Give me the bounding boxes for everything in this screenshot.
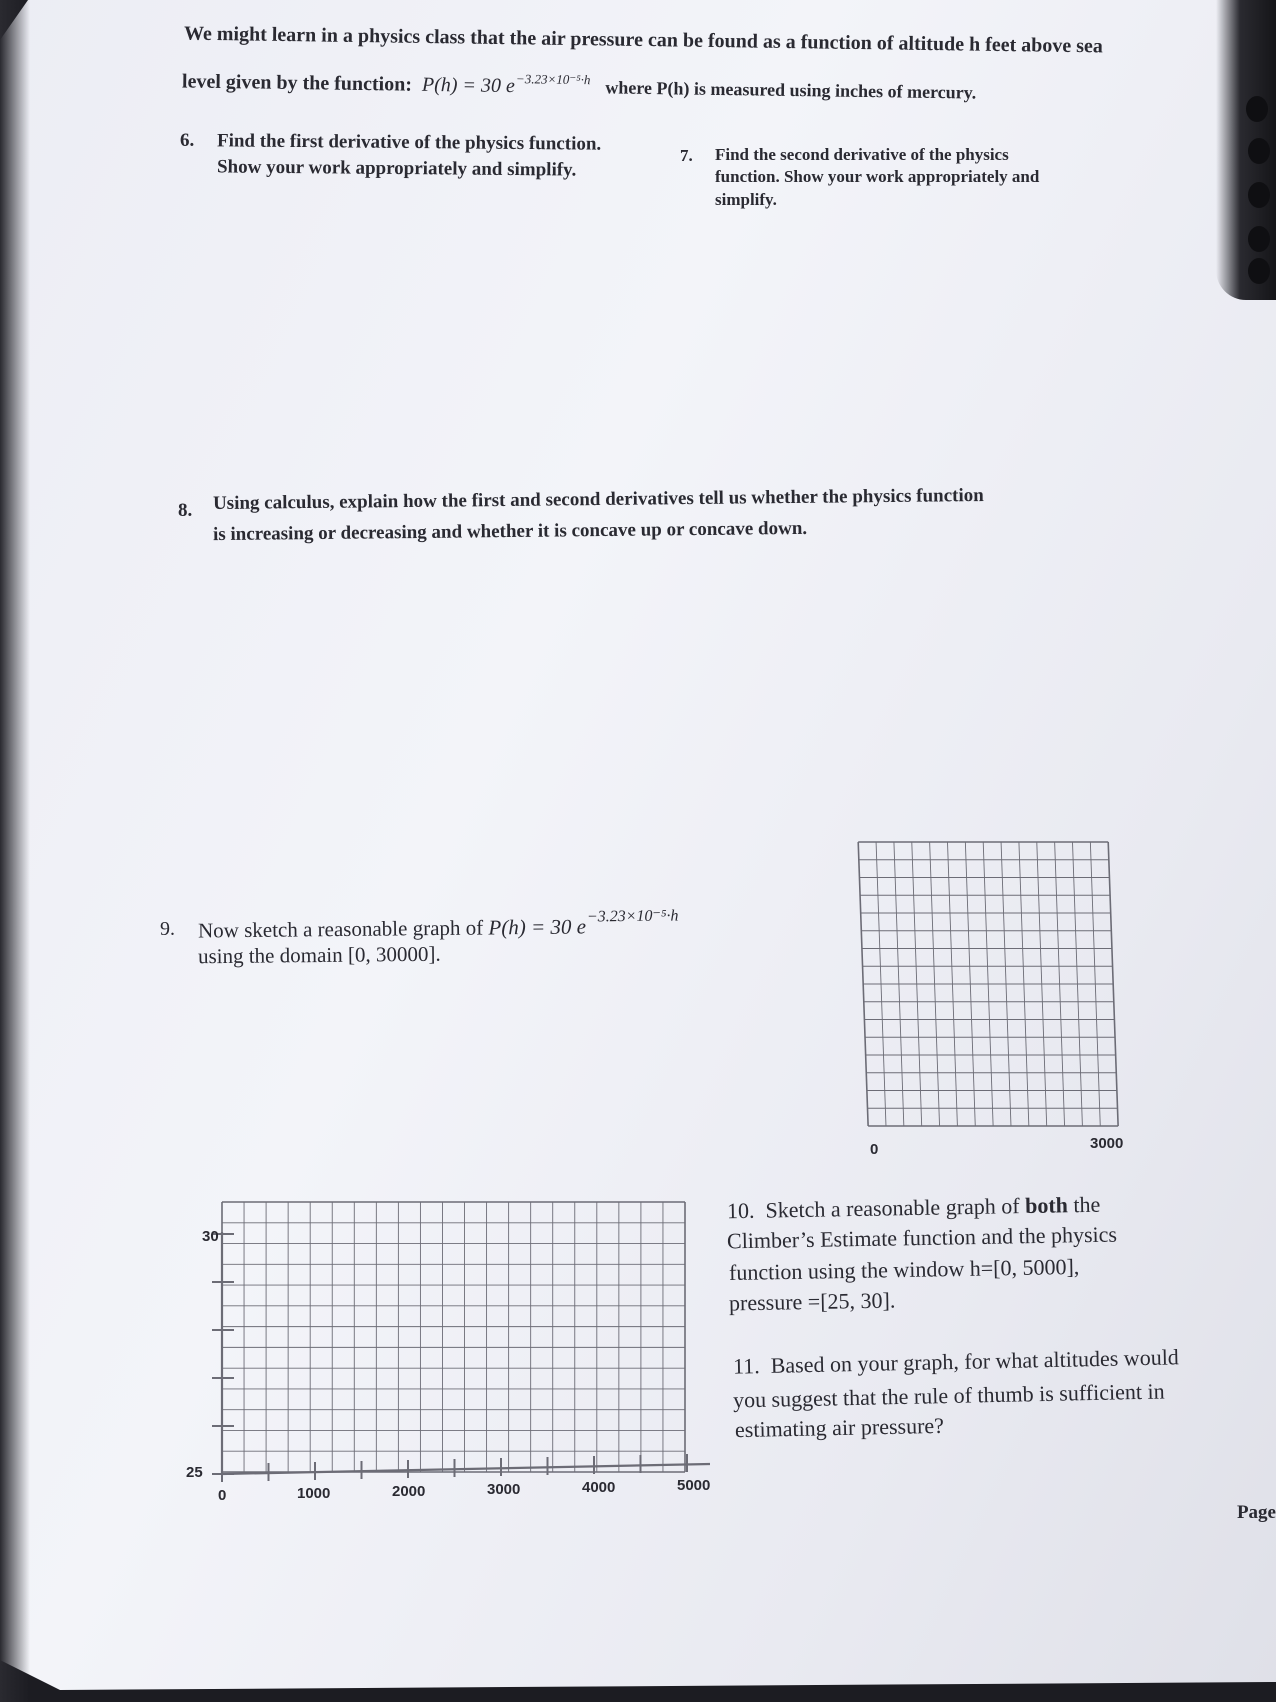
x-tick-label: 1000	[297, 1485, 331, 1502]
intro-function-exponent: −3.23×10⁻⁵·h	[515, 71, 591, 88]
q7-line-1: Find the second derivative of the physics	[715, 145, 1009, 164]
q10-line-3: function using the window h=[0, 5000],	[728, 1253, 1080, 1286]
q10-grid-lines	[212, 1202, 710, 1482]
q6-number: 6.	[180, 130, 195, 151]
q7-line-2: function. Show your work appropriately and	[715, 167, 1040, 186]
page-edge-shadow	[0, 0, 30, 1702]
q9-graph-grid	[850, 836, 1150, 1166]
page-label: Page	[1236, 1502, 1276, 1523]
q8-line-2: is increasing or decreasing and whether it is concave up or concave down.	[212, 517, 808, 546]
x-tick-label: 5000	[677, 1477, 711, 1494]
q9-grid-lines	[858, 842, 1118, 1126]
intro-function-lhs: P(h) = 30 e	[421, 73, 516, 98]
q9-x-end-label: 3000	[1090, 1135, 1124, 1152]
q6-line-2: Show your work appropriately and simplify.	[216, 156, 577, 181]
x-tick-label: 4000	[582, 1479, 616, 1496]
q7-line-3: simplify.	[715, 190, 777, 209]
q11-number: 11.	[732, 1353, 760, 1379]
q10-y-bottom-label: 25	[186, 1464, 203, 1481]
q10-number: 10.	[726, 1197, 755, 1224]
q10-line-1-tail: the	[1073, 1191, 1101, 1218]
x-tick-label: 0	[218, 1487, 227, 1504]
q9-function-lhs: P(h) = 30 e	[488, 914, 587, 940]
intro-line-2-lead: level given by the function:	[181, 70, 413, 96]
q9-number: 9.	[160, 918, 175, 940]
binder-rings	[1216, 0, 1276, 300]
x-tick-label: 3000	[487, 1481, 521, 1498]
q10-line-2: Climber’s Estimate function and the physics	[726, 1221, 1118, 1254]
intro-line-2-tail: where P(h) is measured using inches of mercury.	[605, 77, 977, 103]
q7-number: 7.	[680, 146, 693, 165]
q9-x-start-label: 0	[870, 1141, 879, 1158]
q10-line-1-lead: Sketch a reasonable graph of	[765, 1193, 1020, 1223]
x-tick-label: 2000	[392, 1483, 426, 1500]
q10-graph	[180, 1192, 740, 1522]
q11-line-1-text: Based on your graph, for what altitudes would	[770, 1344, 1180, 1378]
q9-line-1	[198, 903, 679, 943]
q11-line-2: you suggest that the rule of thumb is sufficient in	[732, 1378, 1165, 1413]
q9-line-1-lead: Now sketch a reasonable graph of	[197, 915, 484, 943]
intro-line-1: We might learn in a physics class that the air pressure can be found as a function of altitude h feet above sea	[183, 22, 1104, 58]
q6-line-1: Find the first derivative of the physics function.	[216, 130, 602, 155]
q10-x-labels	[218, 1477, 710, 1504]
q9-function	[488, 907, 679, 940]
q9-line-2: using the domain [0, 30000].	[197, 941, 441, 969]
q8-number: 8.	[178, 500, 193, 521]
intro-function	[421, 71, 591, 98]
q9-function-exponent: −3.23×10⁻⁵·h	[586, 907, 679, 926]
q10-y-top-label: 30	[202, 1228, 219, 1245]
q8-line-1: Using calculus, explain how the first and second derivatives tell us whether the physics function	[212, 484, 984, 515]
q11-line-3: estimating air pressure?	[734, 1412, 945, 1443]
q10-line-4: pressure =[25, 30].	[728, 1287, 896, 1316]
q10-line-1-bold: both	[1024, 1192, 1069, 1219]
